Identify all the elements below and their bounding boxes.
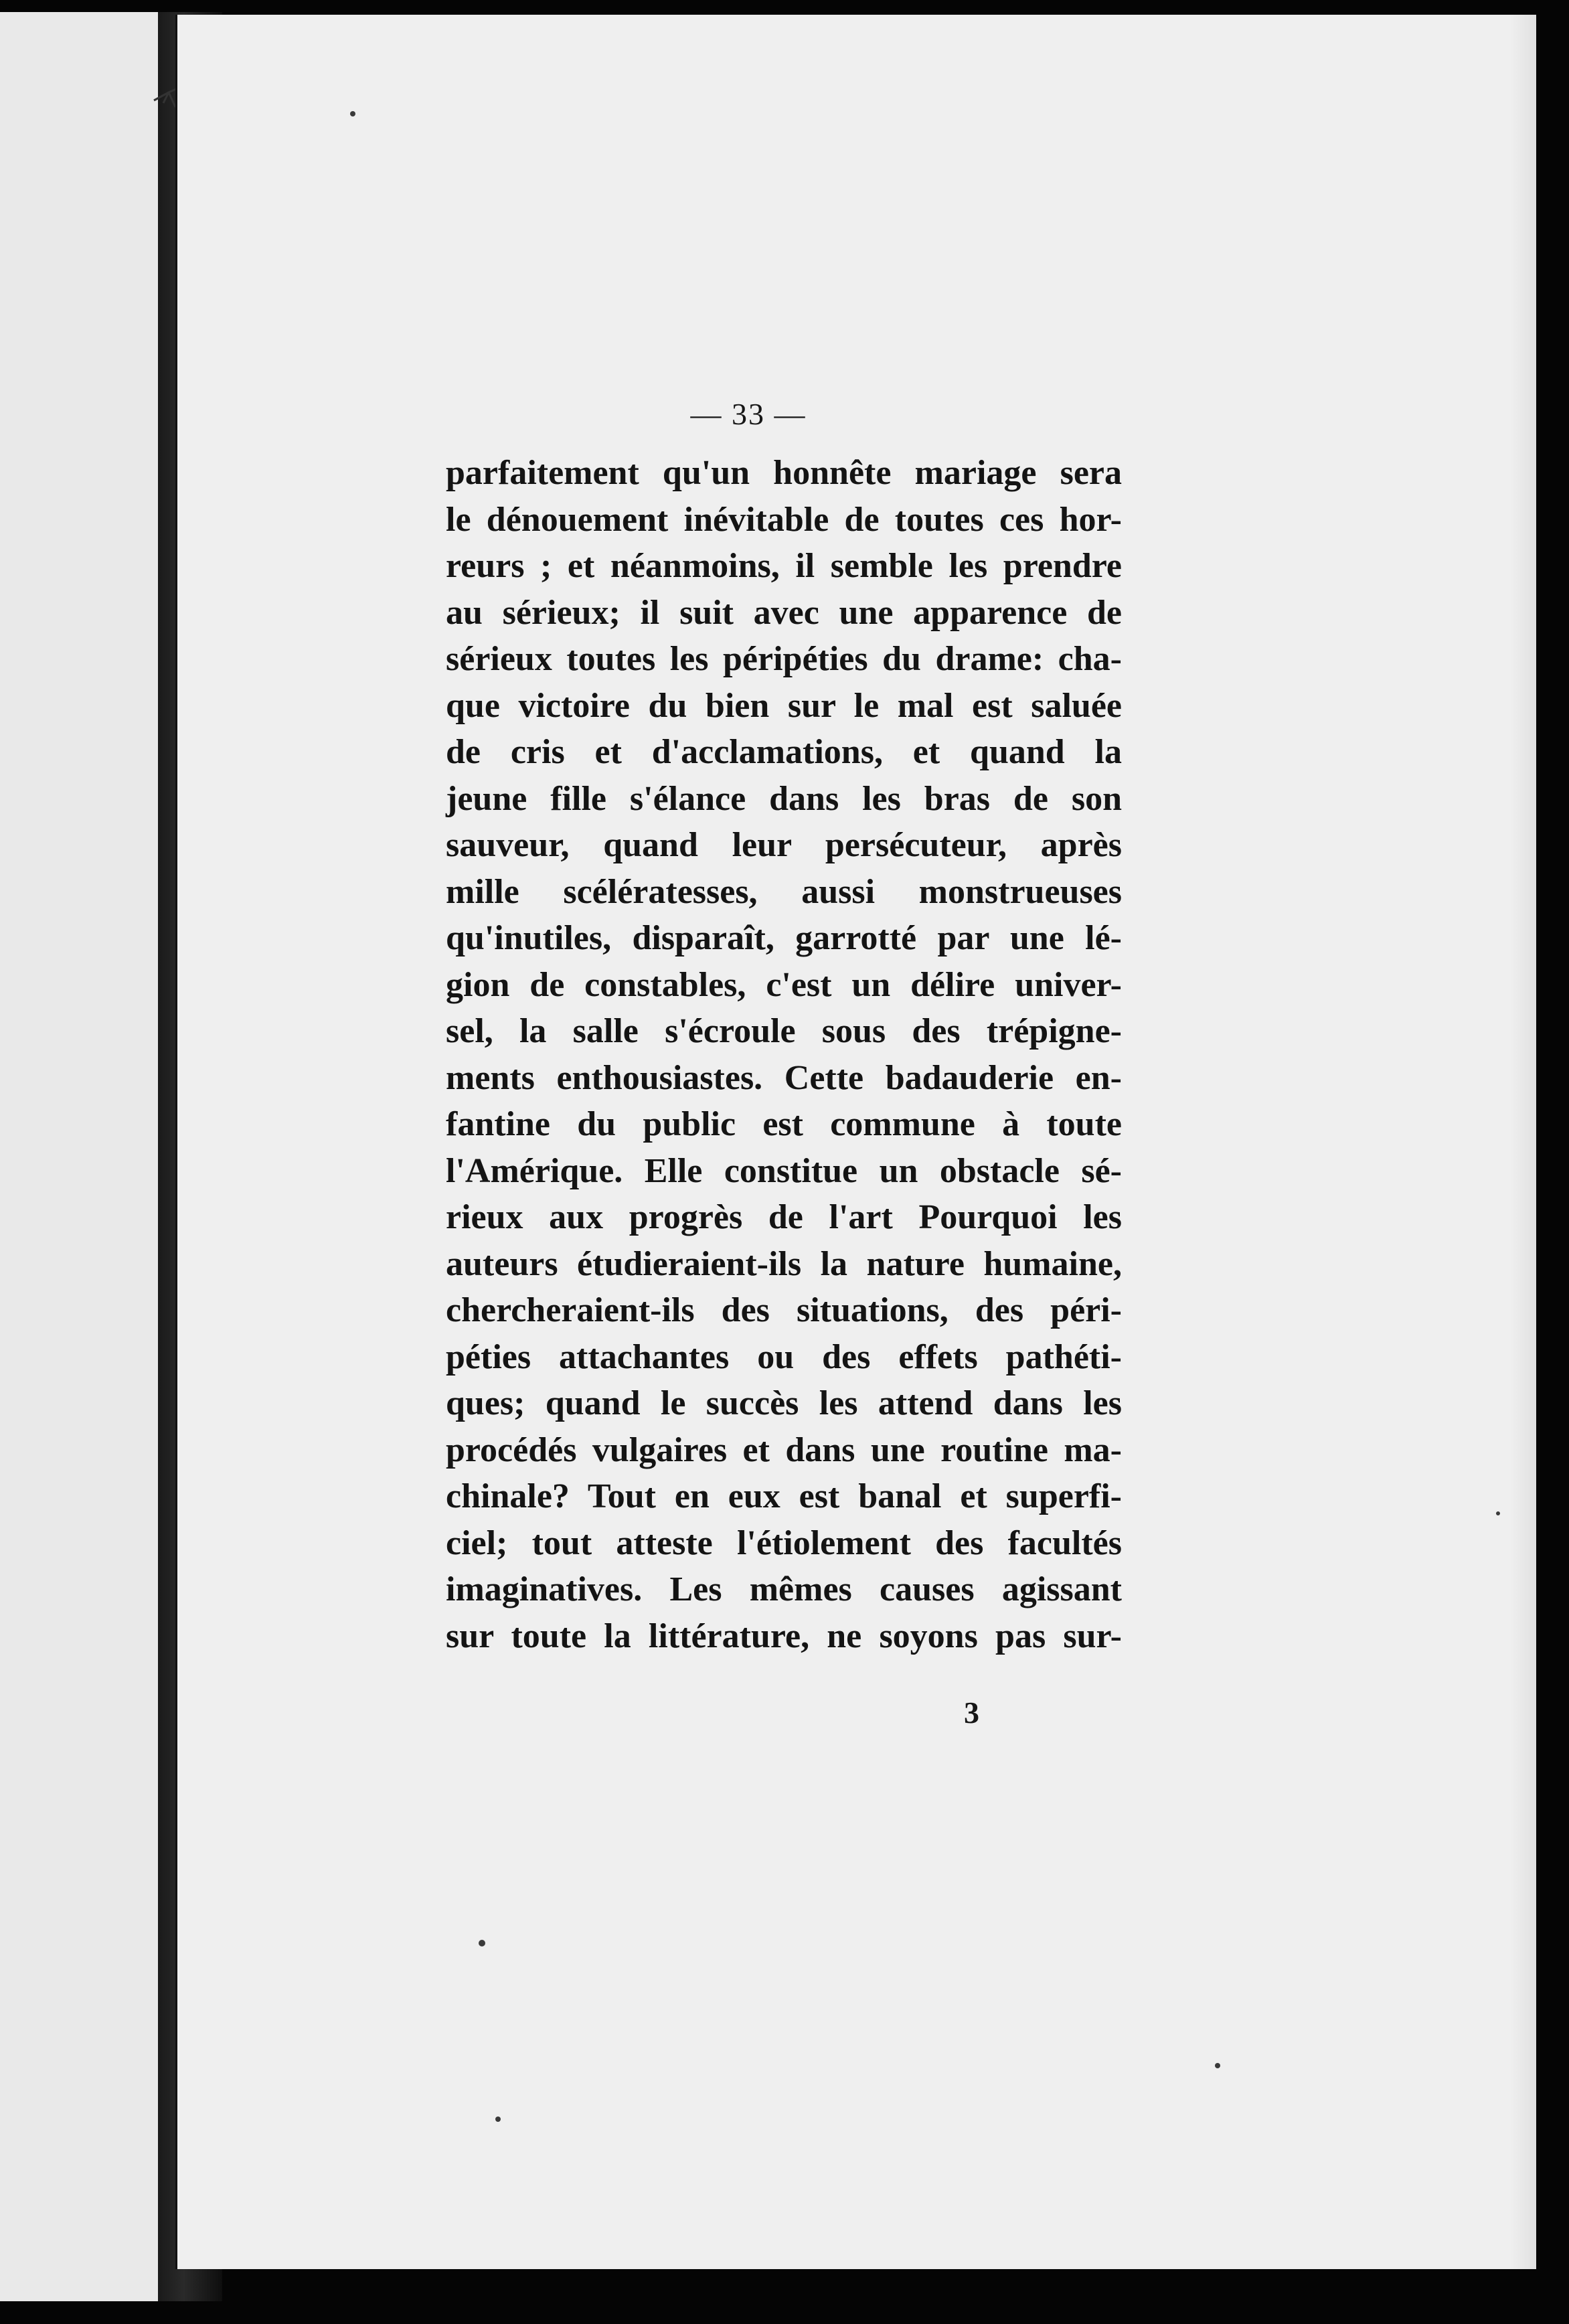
text-line: péties attachantes ou des effets pathéti- xyxy=(446,1337,1122,1376)
text-line: qu'inutiles, disparaît, garrotté par une lé- xyxy=(446,919,1122,957)
facing-page-edge xyxy=(0,12,159,2301)
text-line: sérieux toutes les péripéties du drame: cha- xyxy=(446,640,1122,678)
paper-speck xyxy=(1496,1511,1500,1515)
text-line: mille scélératesses, aussi monstrueuses xyxy=(446,872,1122,911)
text-line: l'Amérique. Elle constitue un obstacle sé- xyxy=(446,1151,1122,1190)
text-line: sur toute la littérature, ne soyons pas sur- xyxy=(446,1616,1122,1655)
text-line: ments enthousiastes. Cette badauderie en- xyxy=(446,1058,1122,1097)
text-line: auteurs étudieraient-ils la nature humaine, xyxy=(446,1244,1122,1283)
text-line: parfaitement qu'un honnête mariage sera xyxy=(446,454,1122,492)
paper-speck xyxy=(1215,2063,1220,2068)
text-line: ciel; tout atteste l'étiolement des facultés xyxy=(446,1523,1122,1562)
text-line: rieux aux progrès de l'art Pourquoi les xyxy=(446,1198,1122,1236)
text-line: reurs ; et néanmoins, il semble les prendre xyxy=(446,547,1122,585)
text-line: imaginatives. Les mêmes causes agissant xyxy=(446,1570,1122,1608)
page-edge-shading xyxy=(1509,15,1536,2269)
text-line: fantine du public est commune à toute xyxy=(446,1105,1122,1143)
signature-mark: 3 xyxy=(964,1695,979,1730)
text-line: le dénouement inévitable de toutes ces hor- xyxy=(446,500,1122,539)
text-line: au sérieux; il suit avec une apparence de xyxy=(446,593,1122,632)
text-line: chinale? Tout en eux est banal et superfi- xyxy=(446,1477,1122,1515)
body-text xyxy=(446,450,1122,1659)
paper-speck xyxy=(495,2116,501,2122)
paper-speck xyxy=(479,1940,485,1946)
text-line: de cris et d'acclamations, et quand la xyxy=(446,733,1122,771)
page-number: — 33 — xyxy=(690,397,807,431)
text-line: jeune fille s'élance dans les bras de son xyxy=(446,779,1122,818)
text-line: chercheraient-ils des situations, des péri- xyxy=(446,1291,1122,1329)
paper-speck xyxy=(350,111,355,116)
text-line: sel, la salle s'écroule sous des trépigne- xyxy=(446,1012,1122,1050)
text-line: que victoire du bien sur le mal est saluée xyxy=(446,686,1122,725)
text-line: gion de constables, c'est un délire univer- xyxy=(446,965,1122,1004)
text-line: sauveur, quand leur persécuteur, après xyxy=(446,826,1122,864)
text-line: ques; quand le succès les attend dans les xyxy=(446,1384,1122,1422)
text-line: procédés vulgaires et dans une routine ma- xyxy=(446,1430,1122,1469)
